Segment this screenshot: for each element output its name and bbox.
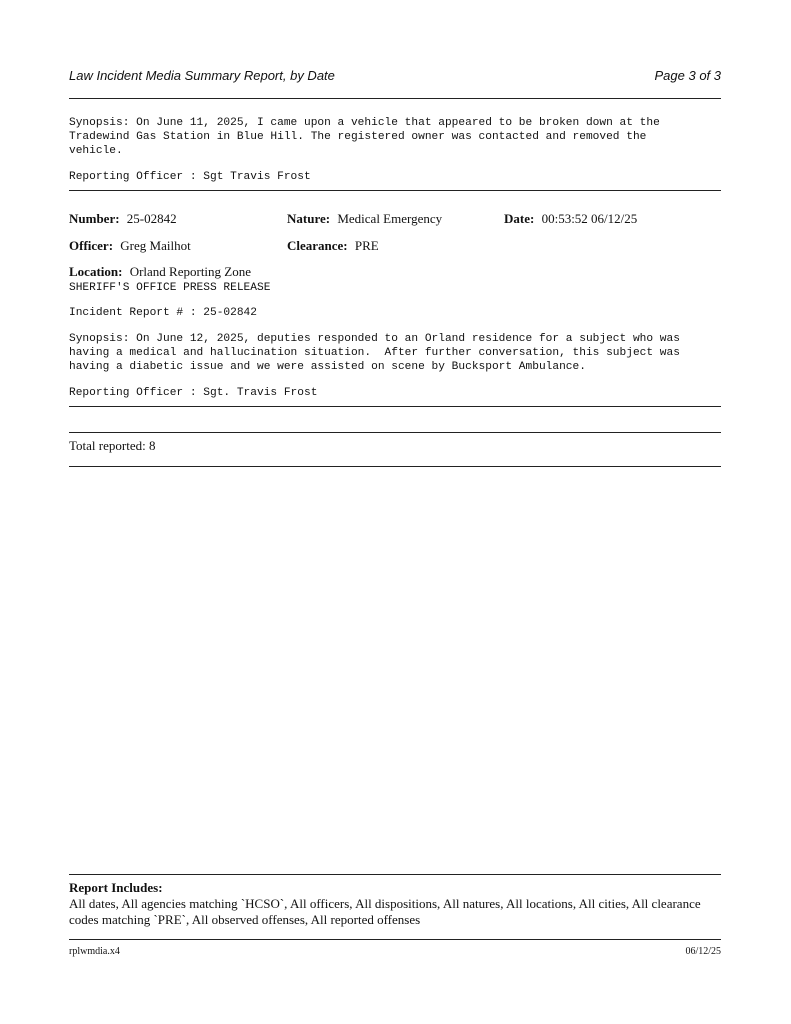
prev-synopsis-line: Synopsis: On June 11, 2025, I came upon a vehicle that appeared to be broken down at the — [69, 117, 660, 129]
nature-label: Nature: — [287, 211, 331, 226]
report-includes-text — [69, 896, 729, 928]
location-value: Orland Reporting Zone — [129, 264, 252, 279]
number-field — [69, 211, 177, 227]
synopsis-line: having a diabetic issue and we were assisted on scene by Bucksport Ambulance. — [69, 361, 586, 373]
total-top-divider — [69, 432, 721, 433]
prev-synopsis-line: vehicle. — [69, 145, 123, 157]
nature-field — [287, 211, 442, 227]
total-bottom-divider — [69, 466, 721, 467]
location-label: Location: — [69, 264, 123, 279]
synopsis-line: having a medical and hallucination situation. After further conversation, this subject was — [69, 347, 680, 359]
entry-end-divider — [69, 406, 721, 407]
total-reported: Total reported: 8 — [69, 438, 156, 453]
report-includes-line: All dates, All agencies matching `HCSO`, All officers, All dispositions, All natures, All locations, All cities, All clearance — [69, 896, 701, 911]
report-includes-line: codes matching `PRE`, All observed offenses, All reported offenses — [69, 912, 421, 927]
includes-top-divider — [69, 874, 721, 875]
header-divider — [69, 98, 721, 99]
incident-report-number: Incident Report # : 25-02842 — [69, 307, 257, 319]
clearance-value: PRE — [354, 238, 379, 253]
synopsis-line: Synopsis: On June 12, 2025, deputies responded to an Orland residence for a subject who was — [69, 333, 680, 345]
prev-synopsis — [69, 116, 660, 158]
page-number: Page 3 of 3 — [654, 68, 721, 83]
date-value: 00:53:52 06/12/25 — [541, 211, 638, 226]
date-label: Date: — [504, 211, 535, 226]
date-field — [504, 211, 637, 227]
footer-report-id: rplwmdia.x4 — [69, 946, 120, 957]
entry-reporting-officer: Reporting Officer : Sgt. Travis Frost — [69, 387, 318, 399]
footer-date: 06/12/25 — [685, 946, 721, 957]
press-release-heading: SHERIFF'S OFFICE PRESS RELEASE — [69, 282, 271, 294]
entry-synopsis — [69, 332, 680, 374]
officer-field — [69, 238, 191, 254]
officer-value: Greg Mailhot — [120, 238, 191, 253]
clearance-label: Clearance: — [287, 238, 348, 253]
report-includes-title: Report Includes: — [69, 880, 163, 895]
nature-value: Medical Emergency — [337, 211, 443, 226]
clearance-field — [287, 238, 379, 254]
number-label: Number: — [69, 211, 120, 226]
entry-divider — [69, 190, 721, 191]
prev-synopsis-line: Tradewind Gas Station in Blue Hill. The registered owner was contacted and removed the — [69, 131, 647, 143]
prev-reporting-officer: Reporting Officer : Sgt Travis Frost — [69, 171, 311, 183]
footer-divider — [69, 939, 721, 940]
number-value: 25-02842 — [126, 211, 177, 226]
report-title: Law Incident Media Summary Report, by Date — [69, 68, 335, 83]
location-field — [69, 264, 251, 280]
officer-label: Officer: — [69, 238, 114, 253]
